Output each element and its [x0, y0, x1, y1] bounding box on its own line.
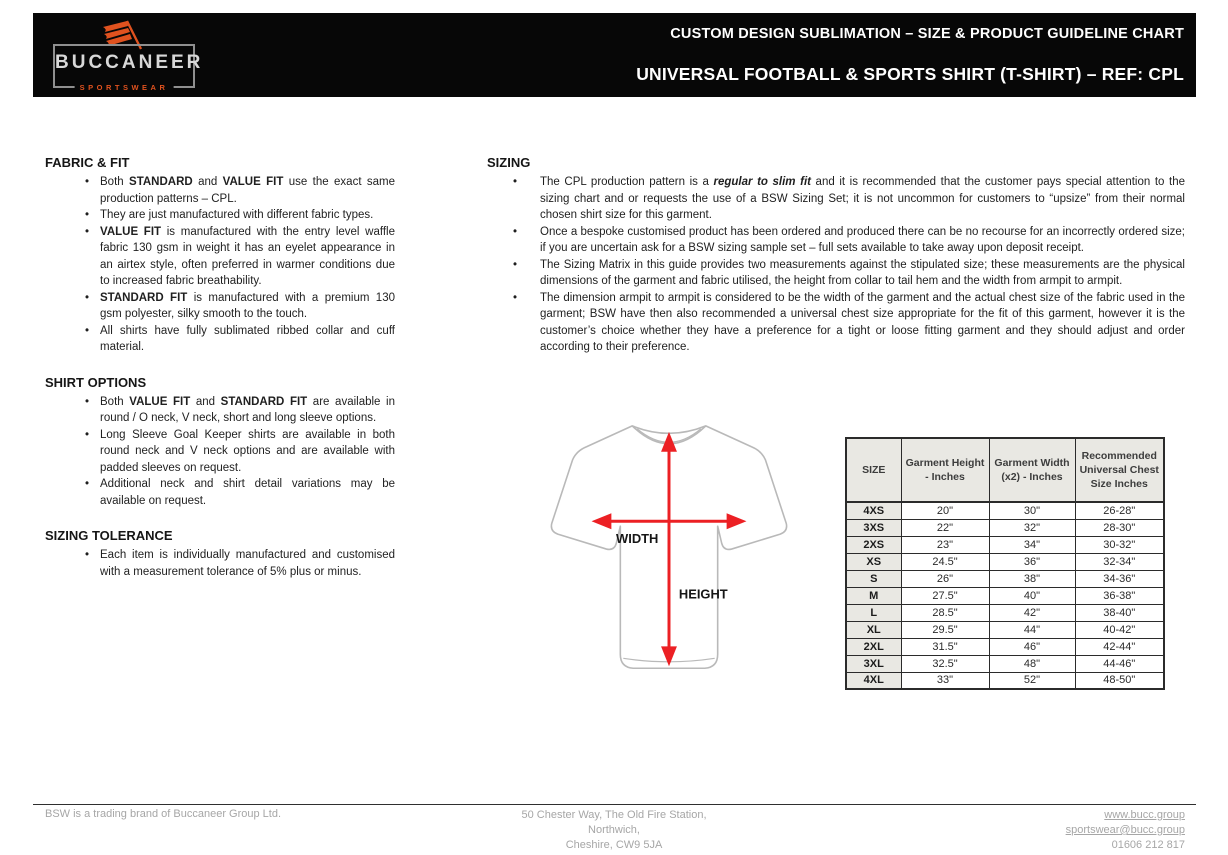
size-table-row: [846, 519, 1164, 536]
section-heading: FABRIC & FIT: [45, 155, 130, 170]
bullet-list: [45, 174, 395, 356]
footer-contact: [1066, 808, 1185, 853]
section-shirt-options: [45, 375, 395, 510]
size-table-cell: 30": [989, 502, 1075, 519]
size-table-cell: 30-32": [1075, 536, 1164, 553]
size-table-row: [846, 672, 1164, 689]
size-table-cell: 32-34": [1075, 553, 1164, 570]
size-table-cell: 20": [901, 502, 989, 519]
size-table-cell: 44": [989, 621, 1075, 638]
bullet-item: • Both VALUE FIT and STANDARD FIT are available in round / O neck, V neck, short and long sleeve options.: [45, 394, 395, 427]
phone-number: 01606 212 817: [1111, 839, 1185, 851]
size-table-row: [846, 502, 1164, 519]
logo-sub-text: SPORTSWEAR: [75, 83, 174, 92]
size-table-cell: 28.5": [901, 604, 989, 621]
left-column: [45, 155, 395, 599]
size-table-cell: 46": [989, 638, 1075, 655]
size-table-cell: XL: [846, 621, 901, 638]
size-table-header-cell: SIZE: [846, 438, 901, 502]
footer-address: [414, 808, 814, 853]
size-table-cell: 42-44": [1075, 638, 1164, 655]
size-table-cell: 52": [989, 672, 1075, 689]
size-table-cell: 40": [989, 587, 1075, 604]
size-table-cell: M: [846, 587, 901, 604]
size-table-row: [846, 570, 1164, 587]
logo-frame: [53, 44, 204, 92]
bullet-item: • They are just manufactured with different fabric types.: [45, 207, 395, 224]
size-table-cell: 40-42": [1075, 621, 1164, 638]
section-sizing-tolerance: [45, 528, 395, 580]
bullet-list: [487, 174, 1185, 356]
size-table-row: [846, 621, 1164, 638]
width-label: WIDTH: [616, 531, 659, 547]
height-label: HEIGHT: [678, 586, 728, 602]
size-table-cell: 34-36": [1075, 570, 1164, 587]
size-table-cell: S: [846, 570, 901, 587]
size-table-cell: 3XS: [846, 519, 901, 536]
size-table-cell: 38-40": [1075, 604, 1164, 621]
bullet-item: • The dimension armpit to armpit is considered to be the width of the garment and the actual chest size of the fabric used in the garment; BSW have then also recommended a universal chest size appropriate for the fit of this garment, however it is the customer’s choice whether they have a preference for a tight or loose fitting garment and they should adjust and order according to their preference.: [487, 290, 1185, 356]
size-table-body: [846, 502, 1164, 689]
bullet-item: • STANDARD FIT is manufactured with a premium 130 gsm polyester, silky smooth to the touch.: [45, 290, 395, 323]
bullet-item: • VALUE FIT is manufactured with the entry level waffle fabric 130 gsm in weight it has an eyelet appearance in an airtex style, often preferred in warmer conditions due to increased fabric breathability.: [45, 224, 395, 290]
bullet-list: [45, 394, 395, 510]
size-table-cell: 28-30": [1075, 519, 1164, 536]
size-table-row: [846, 638, 1164, 655]
bullet-item: • All shirts have fully sublimated ribbed collar and cuff material.: [45, 323, 395, 356]
bullet-item: • Additional neck and shirt detail variations may be available on request.: [45, 476, 395, 509]
bullet-item: • The Sizing Matrix in this guide provides two measurements against the stipulated size; these measurements are the physical dimensions of the garment and fabric utilised, the height from collar to tail hem and the width from armpit to armpit.: [487, 257, 1185, 290]
size-table-cell: 26": [901, 570, 989, 587]
bullet-item: • The CPL production pattern is a regular to slim fit and it is recommended that the customer pays special attention to the sizing chart and or requests the use of a BSW Sizing Set; it is not uncommon for customers to “upsize” from their normal chosen shirt size for this garment.: [487, 174, 1185, 224]
section-heading: SHIRT OPTIONS: [45, 374, 147, 390]
bullet-item: • Long Sleeve Goal Keeper shirts are available in both round neck and V neck options and are available with padded sleeves on request.: [45, 427, 395, 477]
size-chart-table: [845, 437, 1165, 690]
size-table-cell: 26-28": [1075, 502, 1164, 519]
tshirt-diagram: [520, 410, 818, 708]
size-table-row: [846, 604, 1164, 621]
footer-divider: [33, 804, 1196, 805]
size-table-cell: 22": [901, 519, 989, 536]
size-table-cell: 38": [989, 570, 1075, 587]
logo-brand-text: BUCCANEER: [55, 52, 204, 73]
size-table-cell: 2XS: [846, 536, 901, 553]
section-heading: SIZING: [487, 155, 531, 170]
size-table-cell: 31.5": [901, 638, 989, 655]
buccaneer-logo: [49, 17, 224, 95]
size-table-row: [846, 553, 1164, 570]
header-bar: [33, 13, 1196, 97]
document-subtitle: CUSTOM DESIGN SUBLIMATION – SIZE & PRODUCT GUIDELINE CHART: [670, 26, 1184, 42]
section-heading: SIZING TOLERANCE: [45, 528, 173, 543]
section-fabric-fit: [45, 155, 395, 356]
size-table-row: [846, 655, 1164, 672]
address-line: Northwich,: [588, 824, 640, 836]
size-table-cell: 42": [989, 604, 1075, 621]
size-table-cell: 36-38": [1075, 587, 1164, 604]
size-table-cell: 27.5": [901, 587, 989, 604]
size-table-cell: 34": [989, 536, 1075, 553]
size-table-cell: 32": [989, 519, 1075, 536]
size-table-cell: 48": [989, 655, 1075, 672]
address-line: 50 Chester Way, The Old Fire Station,: [521, 809, 707, 821]
website-link[interactable]: www.bucc.group: [1104, 809, 1185, 821]
email-link[interactable]: sportswear@bucc.group: [1065, 824, 1185, 836]
section-sizing: [487, 155, 1185, 356]
size-table-header-cell: Garment Height - Inches: [901, 438, 989, 502]
size-table-cell: 24.5": [901, 553, 989, 570]
bullet-item: • Each item is individually manufactured and customised with a measurement tolerance of 5% plus or minus.: [45, 547, 395, 580]
size-table-row: [846, 587, 1164, 604]
size-table-cell: XS: [846, 553, 901, 570]
size-table-cell: 4XS: [846, 502, 901, 519]
size-table-cell: 32.5": [901, 655, 989, 672]
bullet-item: • Both STANDARD and VALUE FIT use the exact same production patterns – CPL.: [45, 174, 395, 207]
size-table-cell: 33": [901, 672, 989, 689]
size-table-row: [846, 536, 1164, 553]
address-line: Cheshire, CW9 5JA: [565, 839, 663, 851]
size-table-cell: 4XL: [846, 672, 901, 689]
size-table-cell: 2XL: [846, 638, 901, 655]
document-title: UNIVERSAL FOOTBALL & SPORTS SHIRT (T-SHIRT) – REF: CPL: [636, 64, 1184, 84]
size-table-header-row: [846, 438, 1164, 502]
footer-trading-text: BSW is a trading brand of Buccaneer Group Ltd.: [45, 808, 282, 820]
header-titles: [636, 13, 1184, 97]
size-table-cell: 44-46": [1075, 655, 1164, 672]
size-chart: [845, 437, 1163, 690]
size-table-cell: 3XL: [846, 655, 901, 672]
size-table-cell: 48-50": [1075, 672, 1164, 689]
size-table-header-cell: Garment Width (x2) - Inches: [989, 438, 1075, 502]
size-table-header-cell: Recommended Universal Chest Size Inches: [1075, 438, 1164, 502]
size-table-cell: 29.5": [901, 621, 989, 638]
right-column: [487, 155, 1185, 375]
size-table-cell: 36": [989, 553, 1075, 570]
size-table-cell: L: [846, 604, 901, 621]
bullet-item: • Once a bespoke customised product has been ordered and produced there can be no recourse for an incorrectly ordered size; if you are uncertain ask for a BSW sizing sample set – full sets available to take away upon deposit receipt.: [487, 224, 1185, 257]
size-table-cell: 23": [901, 536, 989, 553]
bullet-list: [45, 547, 395, 580]
